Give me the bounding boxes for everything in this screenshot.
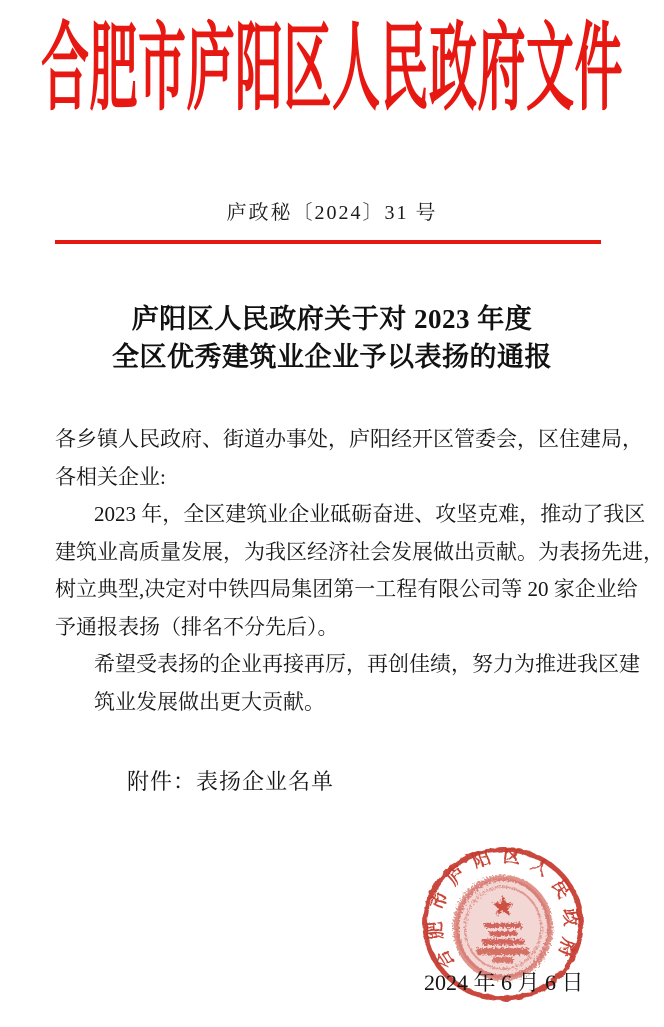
document-title-line1: 庐阳区人民政府关于对 2023 年度 <box>131 304 533 334</box>
body-line: 建筑业高质量发展，为我区经济社会发展做出贡献。为表扬先进， <box>55 539 664 564</box>
document-number: 庐政秘〔2024〕31 号 <box>226 202 438 224</box>
red-separator-rule <box>55 240 601 244</box>
body-line: 筑业发展做出更大贡献。 <box>94 689 325 714</box>
national-emblem-icon <box>456 878 550 978</box>
document-date: 2024 年 6 月 6 日 <box>424 970 584 995</box>
document-body <box>55 421 664 721</box>
attachment-note: 附件：表扬企业名单 <box>127 769 335 794</box>
body-line: 希望受表扬的企业再接再厉，再创佳绩，努力为推进我区建 <box>94 652 640 676</box>
body-line: 2023 年，全区建筑业企业砥砺奋进、攻坚克难，推动了我区 <box>94 502 646 526</box>
document-title <box>0 300 664 376</box>
document-title-line2: 全区优秀建筑业企业予以表扬的通报 <box>112 342 552 372</box>
body-line: 予通报表扬（排名不分先后）。 <box>55 614 339 639</box>
body-line: 各相关企业: <box>55 464 166 489</box>
masthead-title: 合肥市庐阳区人民政府文件 <box>41 15 623 122</box>
body-line: 各乡镇人民政府、街道办事处，庐阳经开区管委会，区住建局， <box>55 427 643 451</box>
body-line: 树立典型,决定对中铁四局集团第一工程有限公司等 20 家企业给 <box>55 577 638 601</box>
seal-text: 合肥市庐阳区人民政府 <box>424 845 582 972</box>
